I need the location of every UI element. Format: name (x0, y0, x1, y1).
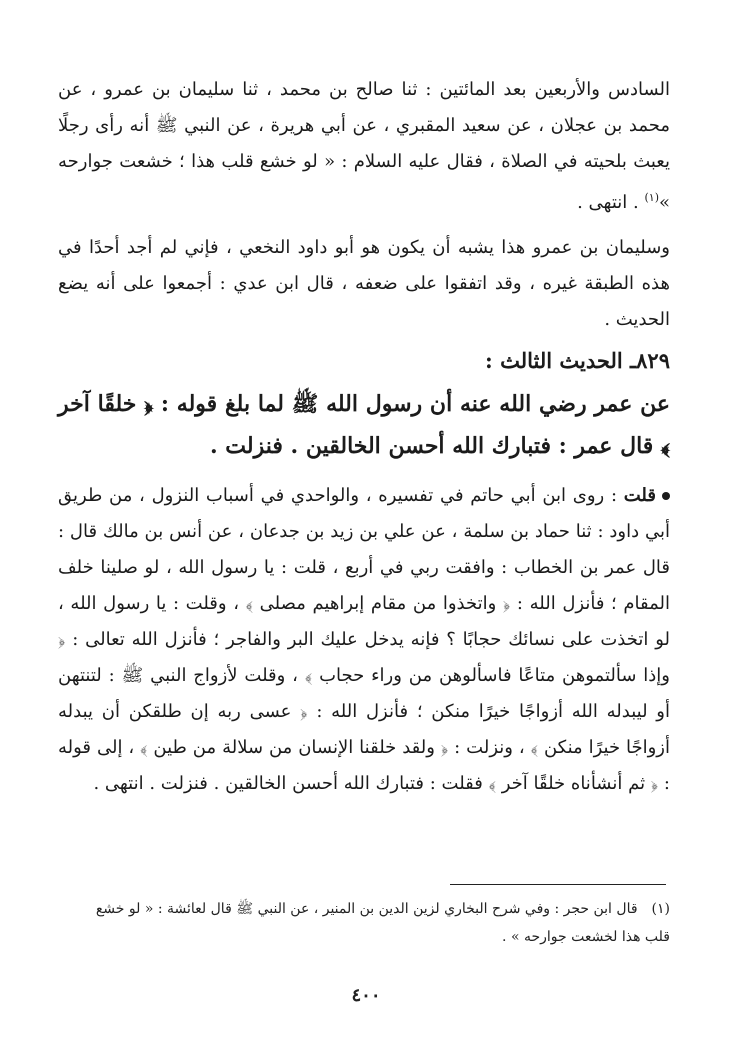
hadith-text: عن عمر رضي الله عنه أن رسول الله ﷺ لما بلغ قوله : ﴿ خلقًا آخر ﴾ قال عمر : فتبارك الله أحسن الخالقين . فنزلت . (58, 391, 670, 459)
bullet-icon (662, 492, 670, 500)
hadith-heading (58, 342, 670, 380)
footnote-number: (١) (651, 901, 670, 917)
commentary-paragraph (58, 478, 670, 802)
paragraph-ending: . انتهى . (577, 192, 645, 213)
section-heading: ٨٢٩ـ الحديث الثالث : (485, 348, 670, 373)
commentary-label: قلت (623, 485, 656, 506)
paragraph-text: وسليمان بن عمرو هذا يشبه أن يكون هو أبو داود النخعي ، فإني لم أجد أحدًا في هذه الطبقة غيره ، وقد اتفقوا على ضعفه ، قال ابن عدي : أجمعوا على أنه يضع الحديث . (58, 237, 670, 330)
footnote-divider (450, 884, 666, 885)
paragraph-text (58, 72, 670, 221)
narrator-note-paragraph (58, 230, 670, 338)
paragraph-body: السادس والأربعين بعد المائتين : ثنا صالح بن محمد ، ثنا سليمان بن عمرو ، عن محمد بن عجلان ، عن سعيد المقبري ، عن أبي هريرة ، عن النبي ﷺ أنه رأى رجلًا يعبث بلحيته في الصلاة ، فقال عليه السلام : « لو خشع قلب هذا ؛ خشعت جوارحه » (58, 79, 670, 213)
footnote (70, 895, 670, 951)
commentary-body: : روى ابن أبي حاتم في تفسيره ، والواحدي في أسباب النزول ، من طريق أبي داود : ثنا حماد بن سلمة ، عن علي بن زيد بن جدعان ، عن أنس بن مالك قال : قال عمر بن الخطاب : وافقت ربي في أربع ، قلت : يا رسول الله ، لو صلينا خلف المقام ؛ فأنزل الله : ﴿ واتخذوا من مقام إبراهيم مصلى ﴾ ، وقلت : يا رسول الله ، لو اتخذت على نسائك حجابًا ؟ فإنه يدخل عليك البر والفاجر ؛ فأنزل الله تعالى : ﴿ وإذا سألتموهن متاعًا فاسألوهن من وراء حجاب ﴾ ، وقلت لأزواج النبي ﷺ : لتنتهن أو ليبدله الله أزواجًا خيرًا منكن ؛ فأنزل الله : ﴿ عسى ربه إن طلقكن أن يبدله أزواجًا خيرًا منكن ﴾ ، ونزلت : ﴿ ولقد خلقنا الإنسان من سلالة من طين ﴾ ، إلى قوله : ﴿ ثم أنشأناه خلقًا آخر ﴾ فقلت : فتبارك الله أحسن الخالقين . فنزلت . انتهى . (58, 485, 670, 794)
page-number: ٤٠٠ (351, 985, 381, 1006)
commentary-text (58, 478, 670, 802)
hadith-text-block (58, 383, 670, 467)
footnote-reference: (١) (644, 191, 659, 204)
footnote-text: قال ابن حجر : وفي شرح البخاري لزين الدين بن المنير ، عن النبي ﷺ قال لعائشة : « لو خشع قلب هذا لخشعت جوارحه » . (95, 901, 670, 945)
narration-paragraph-1 (58, 72, 670, 221)
